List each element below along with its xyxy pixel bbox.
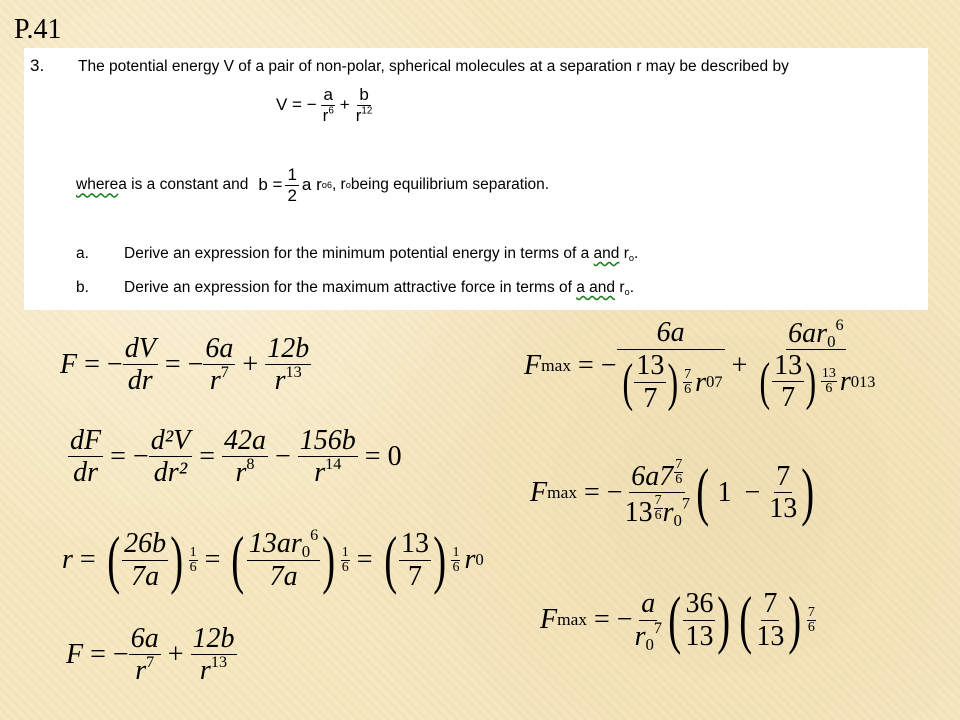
problem-statement <box>24 48 928 310</box>
equation-derivative: $\frac{dF}{dr}$ = − $\frac{\text{d²V}}{\text{dr²}}$ = $\frac{42a}{r^8}$ − $\frac{156b}{r^{14}}$ = 0 <box>70 425 402 489</box>
equation-fmax-2: F max = − 6a7 $\frac{7}{6}$ 13 $\frac{7}{6}$ $r_0^7$ ( 1 − $\frac{7}{13}$ ) <box>530 456 815 531</box>
part-b-label: b. <box>76 279 89 296</box>
where-line: where a is a constant and b = $\frac{1}{2}$ a r o 6 , r o being equilibrium separation. <box>76 165 550 205</box>
intro-text: The potential energy V of a pair of non-polar, spherical molecules at a separation r may be described by <box>78 58 789 75</box>
part-a-label: a. <box>76 245 89 262</box>
part-a-text: Derive an expression for the minimum potential energy in terms of a and $r_o$. <box>124 245 639 263</box>
equation-force-repeat: F = − $\frac{6a}{r^7}$ + $\frac{12b}{r^{13}}$ <box>66 623 235 687</box>
equation-separation: r = ( $\frac{26b}{7a}$ ) $\frac{1}{6}$ = ( $\frac{13ar_0^6}{7a}$ ) $\frac{1}{6}$ = ( $\frac{13}{7}$ ) $\frac{1}{6}$ r 0 <box>62 524 484 595</box>
slide-number: P.41 <box>14 14 62 45</box>
part-b-text: Derive an expression for the maximum attractive force in terms of a and $r_o$. <box>124 279 634 297</box>
equation-fmax-3: F max = − $\frac{a}{r_0^7}$ ( $\frac{36}{13}$ ) ( $\frac{7}{13}$ ) $\frac{7}{6}$ <box>540 584 815 655</box>
equation-fmax-1: F max = − 6a ( $\frac{13}{7}$ ) $\frac{7}{6}$ r 0 7 + $6ar_0^6$ ( $\frac{13}{7}$ ) $\frac{13}{6}$ r 0 13 <box>524 315 876 414</box>
equation-force: F = − $\frac{dV}{dr}$ = − $\frac{6a}{r^7}$ + $\frac{12b}{r^{13}}$ <box>60 333 310 397</box>
question-number: 3. <box>30 56 45 75</box>
potential-formula: V = − $\frac{a}{r^6}$ + $\frac{b}{r^{12}}$ <box>276 85 373 125</box>
